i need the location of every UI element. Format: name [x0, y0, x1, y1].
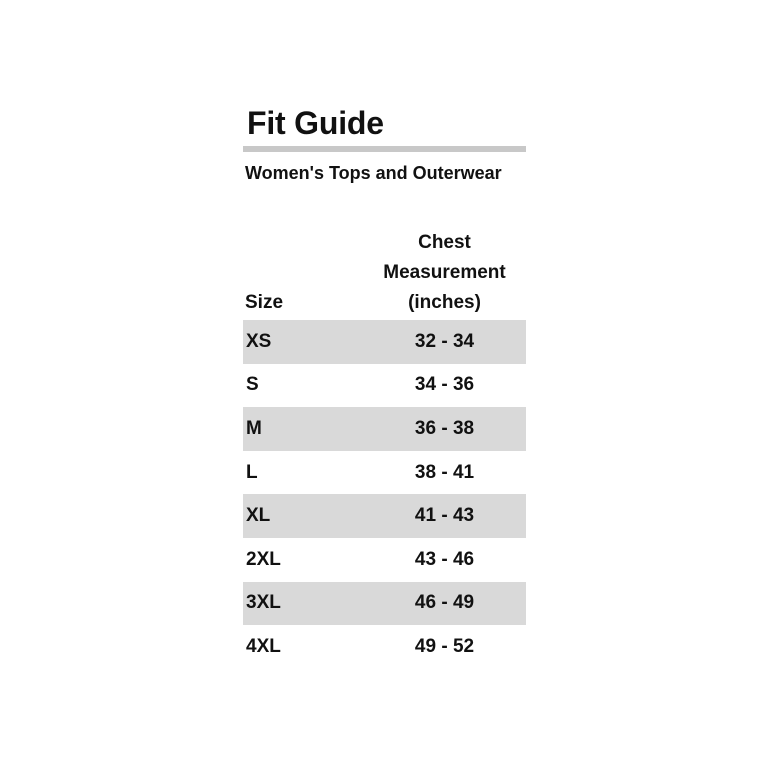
table-row [243, 451, 526, 495]
table-row [243, 407, 526, 451]
size-cell: XS [243, 320, 363, 364]
title-divider [243, 146, 526, 152]
size-cell: 2XL [246, 548, 281, 570]
size-chart-table [243, 228, 526, 669]
size-cell: XL [243, 494, 363, 538]
chest-cell: 46 - 49 [363, 582, 526, 626]
size-cell: M [243, 407, 363, 451]
column-header-size: Size [245, 292, 284, 313]
chest-cell: 43 - 46 [414, 548, 475, 570]
chest-cell: 49 - 52 [414, 635, 475, 657]
table-row [243, 538, 526, 582]
table-row [243, 364, 526, 408]
table-row [243, 494, 526, 538]
table-header-row [243, 228, 526, 320]
fit-guide-header [243, 104, 526, 184]
table-row [243, 625, 526, 669]
page-title: Fit Guide [247, 105, 384, 141]
chest-cell: 34 - 36 [414, 374, 475, 396]
chest-cell: 32 - 34 [363, 320, 526, 364]
size-cell: S [246, 374, 259, 396]
column-header-chest: Chest Measurement (inches) [383, 232, 506, 313]
page-subtitle: Women's Tops and Outerwear [245, 163, 502, 183]
chest-cell: 38 - 41 [414, 461, 475, 483]
size-cell: L [246, 461, 258, 483]
chest-cell: 41 - 43 [363, 494, 526, 538]
chest-cell: 36 - 38 [363, 407, 526, 451]
size-cell: 4XL [246, 635, 281, 657]
size-cell: 3XL [243, 582, 363, 626]
table-row [243, 582, 526, 626]
table-row [243, 320, 526, 364]
